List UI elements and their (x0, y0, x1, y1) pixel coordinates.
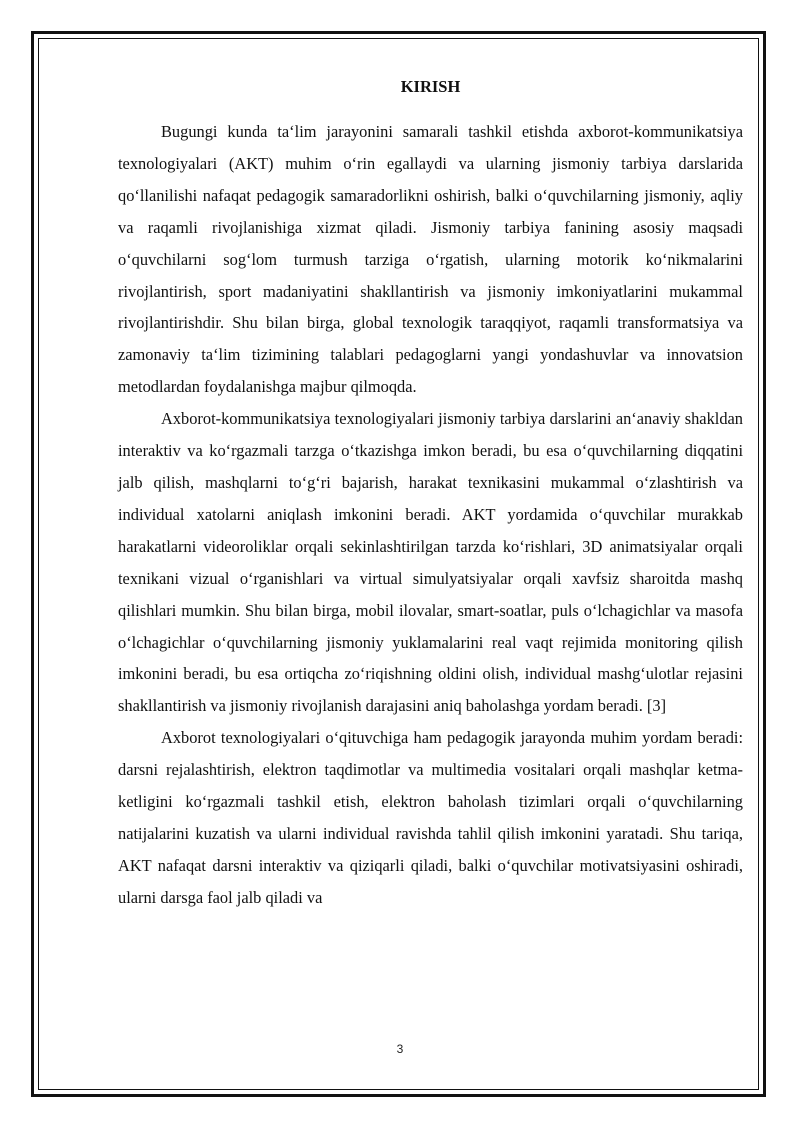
paragraph-1: Bugungi kunda ta‘lim jarayonini samarali tashkil etishda axborot-kommunikatsiya texnologiyalari (AKT) muhim o‘rin egallaydi va ularning jismoniy tarbiya darslarida qo‘llanilishi nafaqat pedagogik samaradorlikni oshirish, balki o‘quvchilarning jismoniy, aqliy va raqamli rivojlanishiga xizmat qiladi. Jismoniy tarbiya fanining asosiy maqsadi o‘quvchilarni sog‘lom turmush tarziga o‘rgatish, ularning motorik ko‘nikmalarini rivojlantirish, sport madaniyatini shakllantirish va jismoniy imkoniyatlarini mukammal rivojlantirishdir. Shu bilan birga, global texnologik taraqqiyot, raqamli transformatsiya va zamonaviy ta‘lim tizimining talablari pedagoglarni yangi yondashuvlar va innovatsion metodlardan foydalanishga majbur qilmoqda. (118, 122, 743, 397)
page-number: 3 (396, 1042, 404, 1056)
paragraph-3: Axborot texnologiyalari o‘qituvchiga ham pedagogik jarayonda muhim yordam beradi: darsni rejalashtirish, elektron taqdimotlar va multimedia vositalari orqali mashqlar ketma-ketligini ko‘rgazmali tashkil etish, elektron baholash tizimlari orqali o‘quvchilarning natijalarini kuzatish va ularni individual ravishda tahlil qilish imkonini yaratadi. Shu tariqa, AKT nafaqat darsni interaktiv va qiziqarli qiladi, balki o‘quvchilar motivatsiyasini oshiradi, ularni darsga faol jalb qiladi va (118, 728, 743, 907)
paragraph-2: Axborot-kommunikatsiya texnologiyalari jismoniy tarbiya darslarini an‘anaviy shakldan interaktiv va ko‘rgazmali tarzga o‘tkazishga imkon beradi, bu esa o‘quvchilarning diqqatini jalb qilish, mashqlarni to‘g‘ri bajarish, harakat texnikasini mukammal o‘zlashtirish va individual xatolarni aniqlash imkonini beradi. AKT yordamida o‘quvchilar murakkab harakatlarni videoroliklar orqali sekinlashtirilgan tarzda ko‘rishlari, 3D animatsiyalar orqali texnikani vizual o‘rganishlari va virtual simulyatsiyalar orqali xavfsiz sharoitda mashq qilishlari mumkin. Shu bilan birga, mobil ilovalar, smart-soatlar, puls o‘lchagichlar va masofa o‘lchagichlar o‘quvchilarning jismoniy yuklamalarini real vaqt rejimida monitoring qilish imkonini beradi, bu esa ortiqcha zo‘riqishning oldini olish, individual mashg‘ulotlar rejasini shakllantirish va jismoniy rivojlanish darajasini aniq baholashga yordam beradi. [3] (118, 409, 743, 716)
document-body (118, 74, 743, 914)
section-title: KIRISH (400, 77, 461, 96)
